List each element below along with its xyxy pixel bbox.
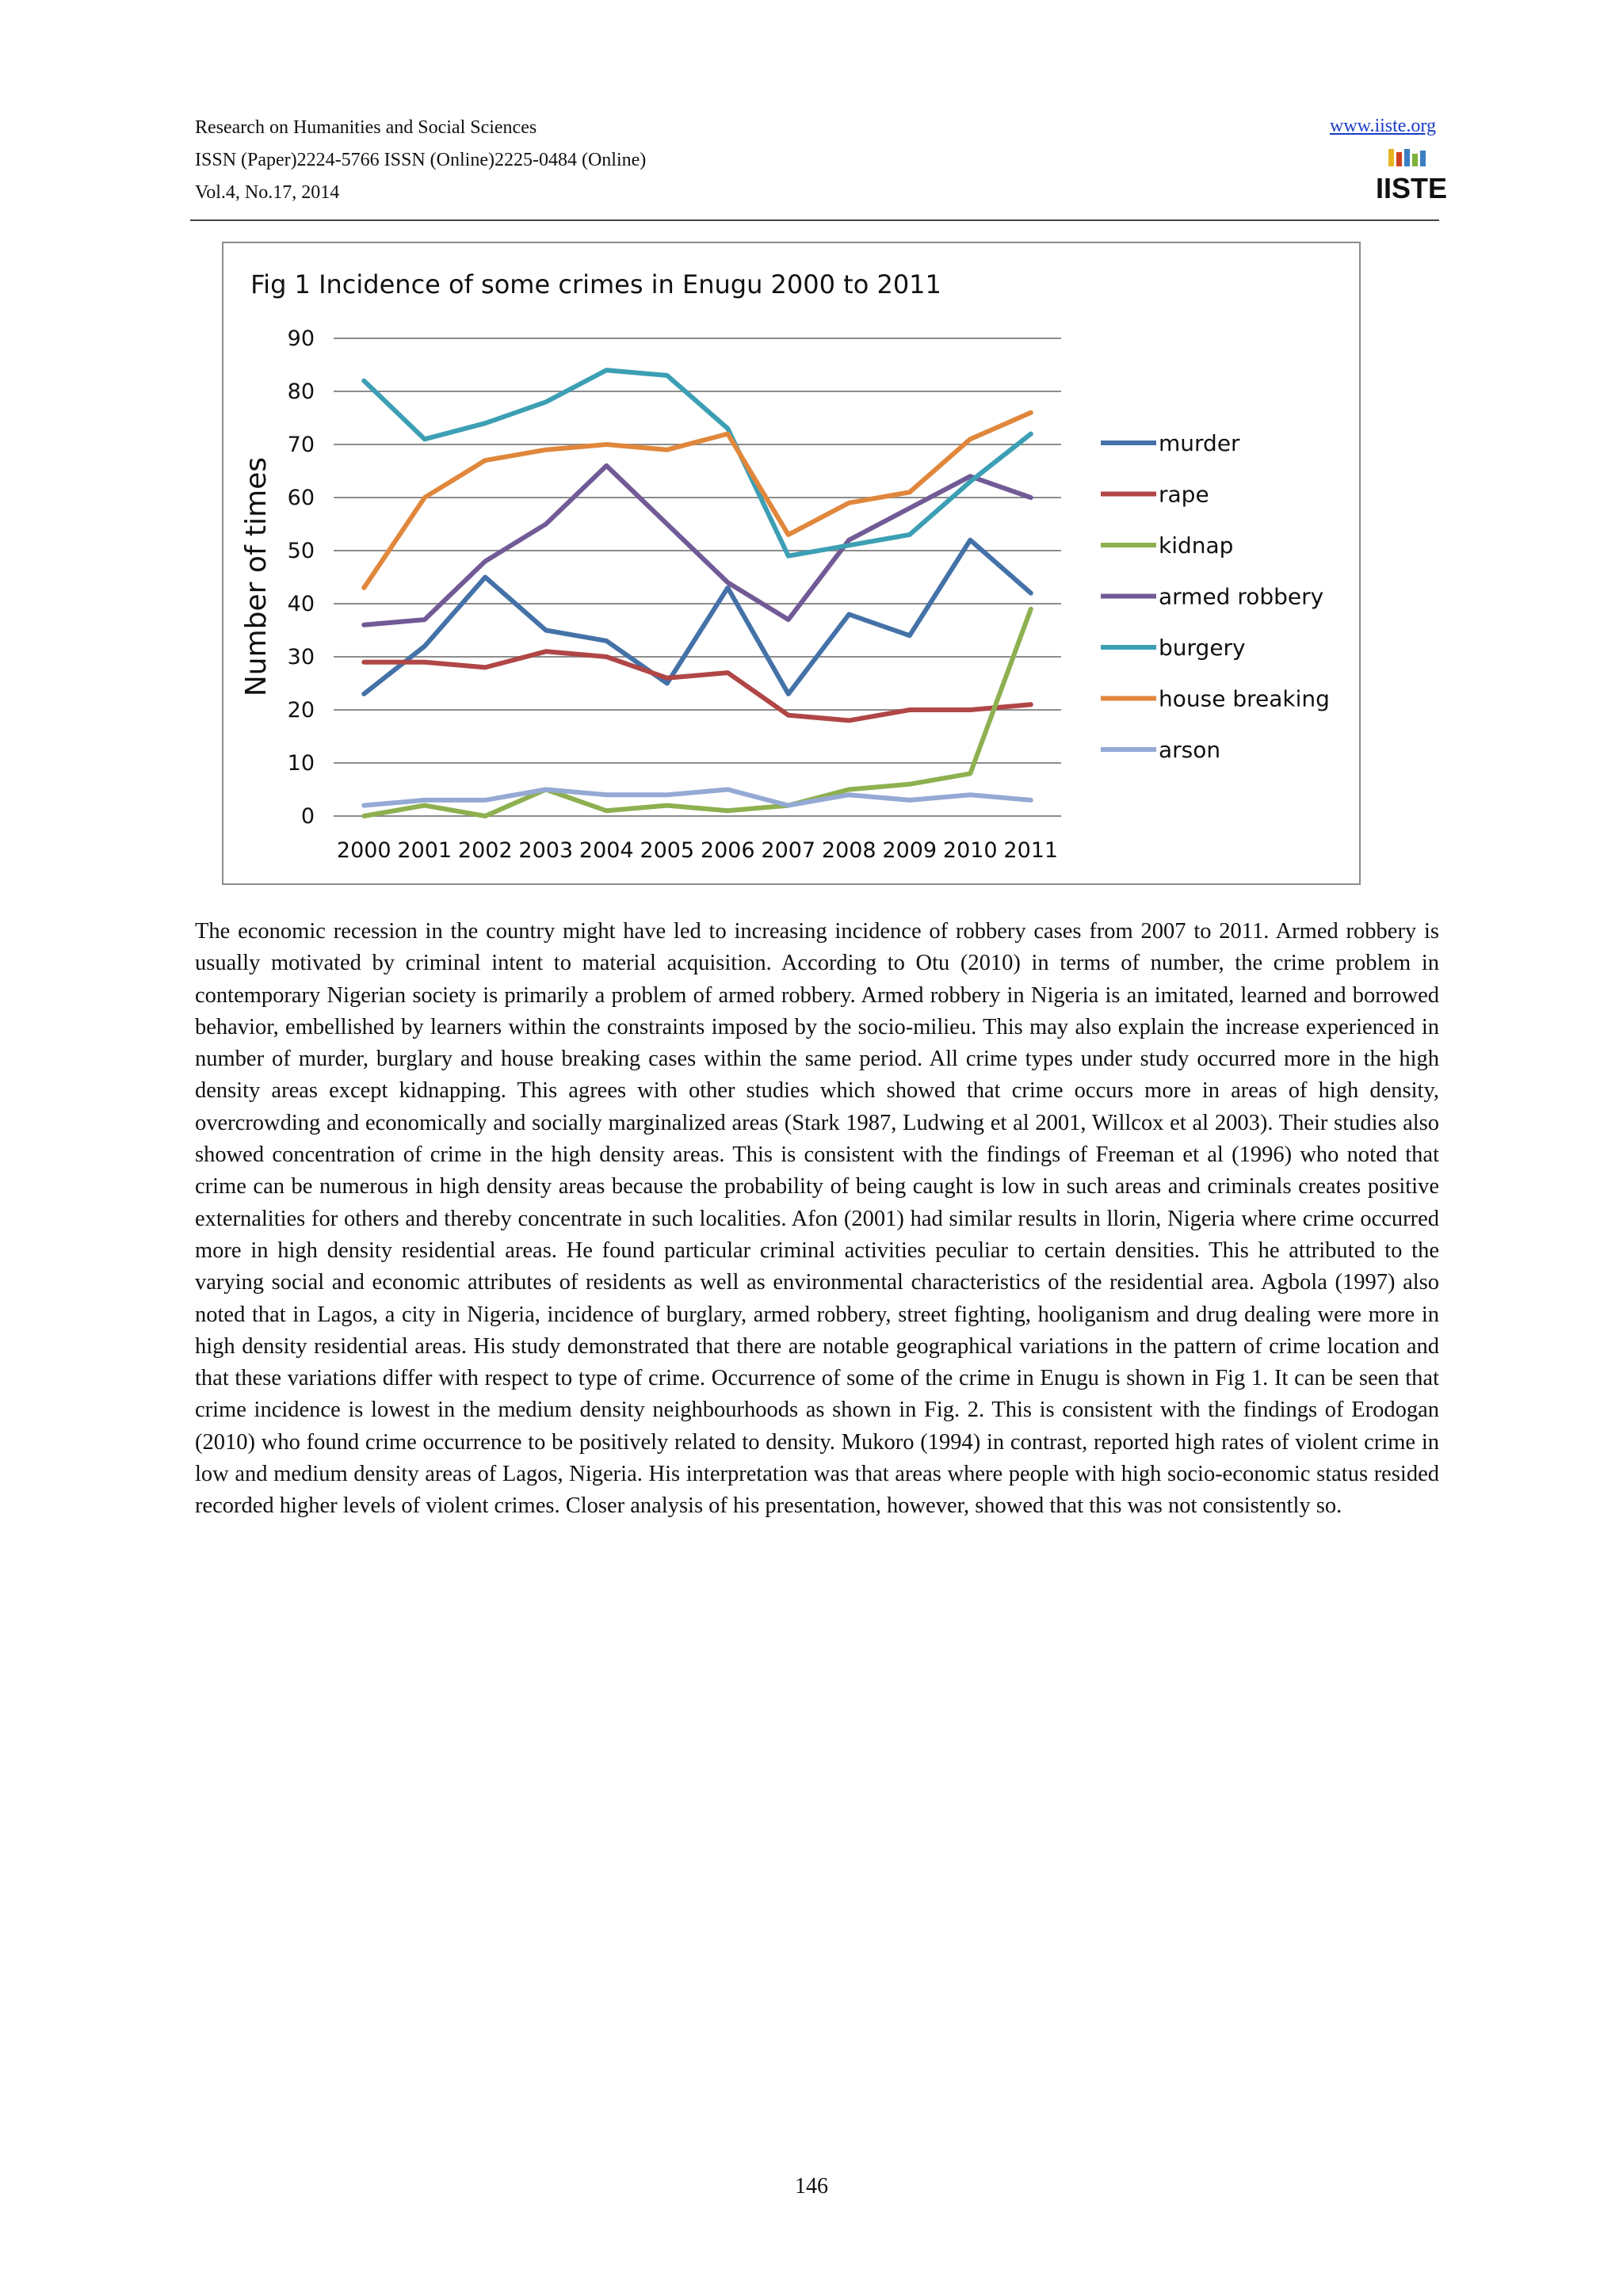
series-line-house-breaking [364,413,1031,588]
figure-1-chart [222,242,1361,885]
body-paragraph: The economic recession in the country might have led to increasing incidence of robbery cases from 2007 to 2011. Armed robbery is usually motivated by criminal intent to material acquisition. According to Otu (2010) in terms of number, the crime problem in contemporary Nigerian society is primarily a problem of armed robbery. Armed robbery in Nigeria is an imitated, learned and borrowed behavior, embellished by learners within the constraints imposed by the socio-milieu. This may also explain the increase experienced in number of murder, burglary and house breaking cases within the same period. All crime types under study occurred more in the high density areas except kidnapping. This agrees with other studies which showed that crime occurs more in areas of high density, overcrowding and economically and socially marginalized areas (Stark 1987, Ludwing et al 2001, Willcox et al 2003). Their studies also showed concentration of crime in the high density areas. This is consistent with the findings of Freeman et al (1996) who noted that crime can be numerous in high density areas because the probability of being caught is low in such areas and criminals creates positive externalities for others and thereby concentrate in such localities. Afon (2001) had similar results in llorin, Nigeria where crime occurred more in high density residential areas. He found particular criminal activities peculiar to certain densities. This he attributed to the varying social and economic attributes of residents as well as environmental characteristics of the residential area. Agbola (1997) also noted that in Lagos, a city in Nigeria, incidence of burglary, armed robbery, street fighting, hooliganism and drug dealing were more in high density residential areas. His study demonstrated that there are notable geographical variations in the pattern of crime location and that these variations differ with respect to type of crime. Occurrence of some of the crime in Enugu is shown in Fig 1. It can be seen that crime incidence is lowest in the medium density neighbourhoods as shown in Fig. 2. This is consistent with the findings of Erodogan (2010) who found crime occurrence to be positively related to density. Mukoro (1994) in contrast, reported high rates of violent crime in low and medium density areas of Lagos, Nigeria. His interpretation was that areas where people with high socio-economic status resided recorded higher levels of violent crimes. Closer analysis of his presentation, however, showed that this was not consistently so. [195,919,1439,1519]
x-tick-label: 2003 [518,838,574,863]
legend-label: armed robbery [1159,583,1324,610]
x-tick-label: 2009 [882,838,938,863]
journal-url-link[interactable]: www.iiste.org [1330,116,1436,136]
page-number: 146 [795,2174,828,2199]
series-line-burgery [364,370,1031,556]
legend-label: burgery [1159,635,1246,661]
issn-line: ISSN (Paper)2224-5766 ISSN (Online)2225-0484 (Online) [195,150,647,170]
x-tick-label: 2000 [336,838,391,863]
y-tick-label: 30 [287,645,315,669]
x-tick-label: 2006 [700,838,755,863]
x-tick-label: 2004 [579,838,634,863]
x-tick-label: 2001 [397,838,453,863]
legend-label: murder [1159,430,1240,456]
volume-line: Vol.4, No.17, 2014 [195,182,340,203]
line-chart [223,243,1359,883]
y-tick-label: 90 [287,326,315,351]
x-tick-label: 2010 [942,838,998,863]
y-tick-label: 20 [287,698,315,723]
y-tick-label: 70 [287,433,315,457]
x-tick-label: 2007 [761,838,816,863]
series-line-murder [364,540,1031,694]
series-line-arson [364,790,1031,806]
y-tick-label: 0 [300,804,315,829]
legend-label: rape [1159,481,1209,508]
x-tick-label: 2005 [640,838,695,863]
y-axis-label: Number of times [240,456,273,697]
y-tick-label: 50 [287,539,315,563]
x-tick-label: 2002 [457,838,513,863]
header-rule [190,219,1439,221]
chart-title: Fig 1 Incidence of some crimes in Enugu 2000 to 2011 [250,269,941,299]
y-tick-label: 10 [287,751,315,776]
svg-text:IISTE: IISTE [1375,172,1448,204]
journal-name: Research on Humanities and Social Sciences [195,117,537,138]
iiste-logo [1375,147,1448,206]
y-tick-label: 80 [287,379,315,404]
legend-label: kidnap [1159,532,1234,559]
legend-label: house breaking [1159,685,1330,712]
series-line-kidnap [364,609,1031,816]
legend-label: arson [1159,737,1221,763]
y-tick-label: 40 [287,592,315,616]
x-tick-label: 2011 [1003,838,1059,863]
x-tick-label: 2008 [821,838,876,863]
y-tick-label: 60 [287,486,315,510]
